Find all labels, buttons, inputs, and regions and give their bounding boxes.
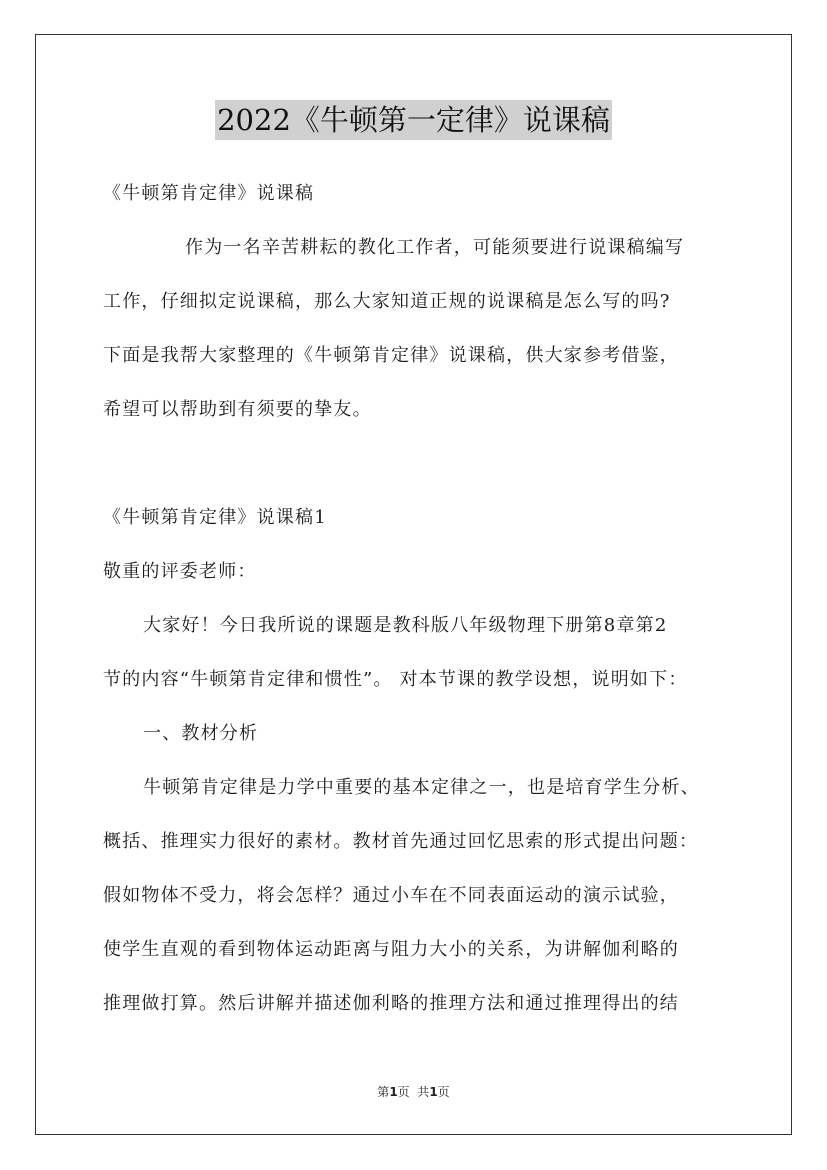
salutation-line: 敬重的评委老师： xyxy=(103,561,257,582)
paragraph-line: 下面是我帮大家整理的《牛顿第肯定律》说课稿，供大家参考借鉴， xyxy=(103,345,679,366)
title-block xyxy=(0,100,827,140)
footer-page-number: 1 xyxy=(389,1085,398,1099)
paragraph-line: 牛顿第肯定律是力学中重要的基本定律之一，也是培育学生分析、 xyxy=(143,777,700,798)
paragraph-line: 作为一名辛苦耕耘的教化工作者，可能须要进行说课稿编写 xyxy=(185,237,685,258)
footer-suffix: 页 xyxy=(437,1085,450,1099)
paragraph-line: 节的内容“牛顿第肯定律和惯性”。 对本节课的教学设想，说明如下： xyxy=(103,669,688,690)
subsection-heading: 一、教材分析 xyxy=(143,723,259,744)
paragraph-line: 概括、推理实力很好的素材。教材首先通过回忆思索的形式提出问题： xyxy=(103,831,699,852)
paragraph-line: 假如物体不受力，将会怎样？通过小车在不同表面运动的演示试验， xyxy=(103,885,679,906)
paragraph-line: 使学生直观的看到物体运动距离与阻力大小的关系，为讲解伽利略的 xyxy=(103,939,679,960)
footer-total-pages: 1 xyxy=(429,1085,438,1099)
document-title: 2022《牛顿第一定律》说课稿 xyxy=(215,100,612,140)
paragraph-line: 希望可以帮助到有须要的挚友。 xyxy=(103,399,372,420)
subtitle-line: 《牛顿第肯定律》说课稿 xyxy=(103,183,315,204)
footer-prefix: 第 xyxy=(377,1085,390,1099)
footer-mid: 页 共 xyxy=(397,1085,430,1099)
paragraph-line: 大家好！今日我所说的课题是教科版八年级物理下册第8章第2 xyxy=(143,615,668,636)
section-heading: 《牛顿第肯定律》说课稿1 xyxy=(103,507,327,528)
paragraph-line: 工作，仔细拟定说课稿，那么大家知道正规的说课稿是怎么写的吗? xyxy=(103,291,671,312)
page-footer xyxy=(0,1084,827,1100)
paragraph-line: 推理做打算。然后讲解并描述伽利略的推理方法和通过推理得出的结 xyxy=(103,993,679,1014)
